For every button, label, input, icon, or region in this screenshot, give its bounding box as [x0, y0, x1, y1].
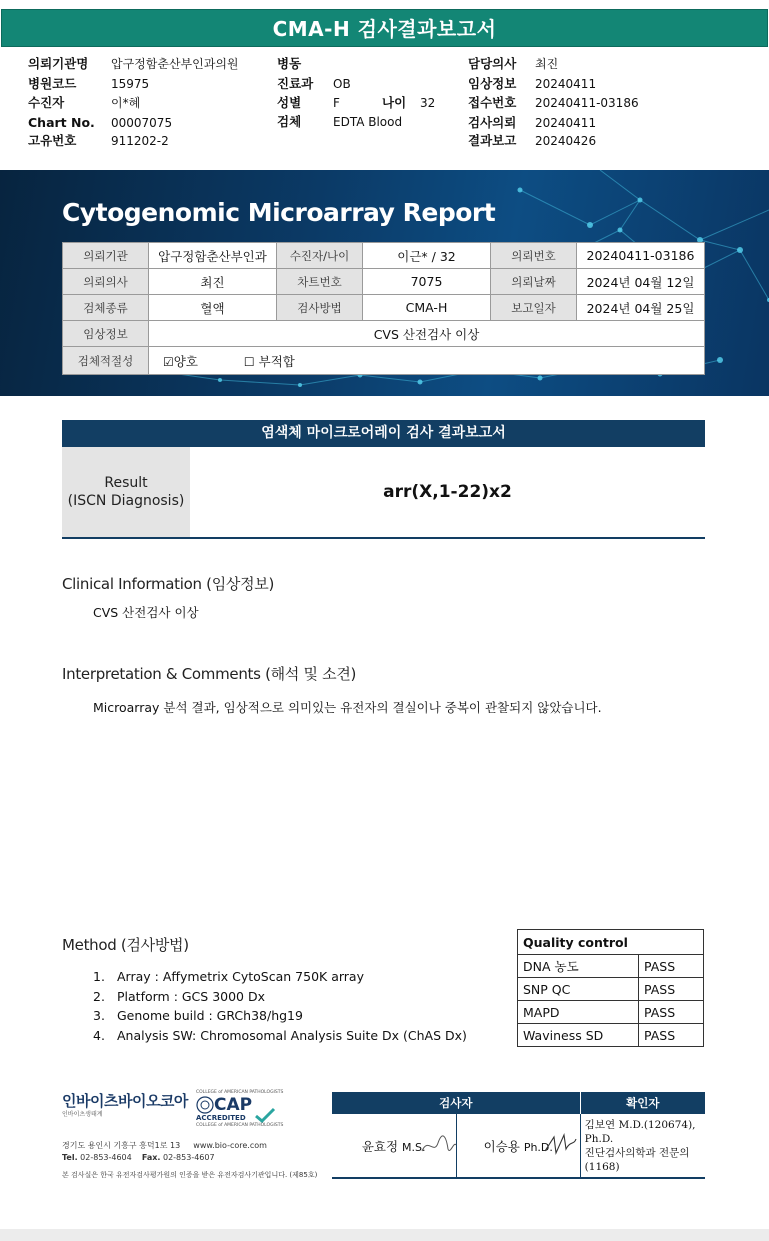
- examiner1-cell: [332, 1114, 457, 1178]
- company-logo: 인바이츠바이오코아: [62, 1092, 188, 1110]
- report-title: CMA-H 검사결과보고서: [1, 9, 768, 47]
- info-key: 의뢰기관: [63, 243, 149, 269]
- header-value: 압구정함춘산부인과의원: [111, 57, 239, 71]
- header-value: 911202-2: [111, 134, 169, 148]
- info-key: 의뢰의사: [63, 269, 149, 295]
- result-section-title: 염색체 마이크로어레이 검사 결과보고서: [62, 420, 705, 447]
- header-value: OB: [333, 77, 351, 91]
- method-item: [93, 1006, 467, 1026]
- confirmer-cell: [580, 1114, 705, 1178]
- info-row-clinical: [63, 321, 705, 347]
- header-value: 15975: [111, 77, 150, 91]
- header-value: 이*혜: [111, 96, 141, 110]
- examiner2-degree: Ph.D.: [523, 1140, 553, 1154]
- examiner1-signature: [362, 1139, 426, 1154]
- clinical-text: CVS 산전검사 이상: [93, 605, 199, 620]
- header-label: 성별: [277, 95, 302, 110]
- cap-small-text: COLLEGE of AMERICAN PATHOLOGISTS: [196, 1123, 284, 1128]
- method-heading: Method (검사방법): [62, 936, 189, 954]
- website-link[interactable]: www.bio-core.com: [193, 1141, 267, 1150]
- banner-title: Cytogenomic Microarray Report: [62, 198, 496, 227]
- confirmer-line1: 김보연 M.D.(120674), Ph.D.: [584, 1118, 696, 1145]
- qc-result: PASS: [639, 978, 704, 1001]
- certification-notice: 본 검사실은 한국 유전자검사평가원의 인증을 받은 유전자검사기관입니다. (제85호): [62, 1171, 318, 1179]
- quality-control-table: [517, 929, 704, 1047]
- company-contact: [62, 1153, 215, 1162]
- signature-table: [331, 1092, 705, 1179]
- header-value: 20240411: [535, 77, 597, 91]
- info-value: 이근* / 32: [363, 243, 491, 269]
- header-value: 최진: [535, 57, 559, 71]
- cap-small-text: COLLEGE of AMERICAN PATHOLOGISTS: [196, 1090, 284, 1095]
- result-box: [62, 447, 705, 539]
- info-value: 혈액: [149, 295, 277, 321]
- header-label: 접수번호: [468, 95, 517, 110]
- checkmark-icon: [254, 1107, 276, 1123]
- header-label: 수진자: [28, 95, 65, 110]
- age-value: 32: [420, 96, 436, 110]
- patient-info-table: [62, 242, 705, 375]
- method-item-number: 1.: [93, 969, 105, 984]
- company-logo-sub: 인바이츠생태계: [62, 1111, 103, 1118]
- info-row: [63, 295, 705, 321]
- qc-row: [518, 1001, 704, 1024]
- report-banner: [0, 170, 769, 396]
- info-key: 차트번호: [277, 269, 363, 295]
- result-label-line2: (ISCN Diagnosis): [67, 493, 185, 509]
- page-bottom-strip: [0, 1229, 769, 1241]
- cap-seal-icon: [196, 1096, 214, 1114]
- handwritten-signature-icon: [542, 1131, 578, 1157]
- info-row: [63, 269, 705, 295]
- header-label: 병원코드: [28, 76, 77, 91]
- qc-result: PASS: [639, 1024, 704, 1047]
- age-label: 나이: [382, 95, 407, 110]
- result-label-line1: Result: [104, 475, 148, 491]
- method-list: [93, 967, 467, 1045]
- cap-accredited-text: ACCREDITED: [196, 1114, 246, 1122]
- method-item: [93, 1026, 467, 1046]
- tel-label: Tel.: [62, 1153, 78, 1162]
- examiner2-cell: [456, 1114, 580, 1178]
- fax-label: Fax.: [141, 1153, 161, 1162]
- handwritten-signature-icon: [418, 1133, 458, 1157]
- qc-row: [518, 955, 704, 978]
- suitability-option-label: 부적합: [258, 353, 295, 369]
- info-key: 수진자/나이: [277, 243, 363, 269]
- qc-name: SNP QC: [518, 978, 639, 1001]
- header-value: 20240411-03186: [535, 96, 639, 110]
- header-label: Chart No.: [28, 115, 95, 130]
- method-item-text: Array : Affymetrix CytoScan 750K array: [117, 969, 364, 984]
- interpretation-heading: Interpretation & Comments (해석 및 소견): [62, 665, 357, 683]
- info-value: 압구정함춘산부인과: [149, 243, 277, 269]
- header-label: 임상정보: [468, 76, 517, 91]
- qc-row: [518, 1024, 704, 1047]
- header-value: 20240411: [535, 116, 597, 130]
- info-key: 의뢰번호: [491, 243, 577, 269]
- qc-row: [518, 978, 704, 1001]
- tel-value: 02-853-4604: [80, 1153, 132, 1162]
- examiner2-signature: [484, 1139, 553, 1154]
- iscn-result: arr(X,1-22)x2: [383, 482, 512, 502]
- header-value: 20240426: [535, 134, 597, 148]
- method-item-text: Platform : GCS 3000 Dx: [117, 988, 266, 1004]
- info-value: 20240411-03186: [577, 243, 705, 269]
- qc-result: PASS: [639, 955, 704, 978]
- method-item: [93, 987, 467, 1007]
- method-item-number: 2.: [93, 988, 105, 1004]
- info-value: 7075: [363, 269, 491, 295]
- qc-title: Quality control: [518, 930, 704, 955]
- checkbox-checked-icon[interactable]: ☑: [163, 354, 174, 369]
- method-item-text: Genome build : GRCh38/hg19: [117, 1008, 303, 1023]
- clinical-info-key: 임상정보: [63, 321, 149, 347]
- info-row-suitability: [63, 347, 705, 375]
- confirmer-header: 확인자: [580, 1092, 705, 1114]
- header-label: 검체: [277, 114, 302, 129]
- info-value: CMA-H: [363, 295, 491, 321]
- method-item-number: 4.: [93, 1027, 105, 1043]
- fax-value: 02-853-4607: [162, 1153, 215, 1162]
- info-key: 보고일자: [491, 295, 577, 321]
- qc-name: DNA 농도: [518, 955, 639, 978]
- header-label: 병동: [277, 56, 302, 71]
- examiner-header: 검사자: [332, 1092, 581, 1114]
- header-label: 검사의뢰: [468, 115, 517, 130]
- address-text: 경기도 용인시 기흥구 흥덕1로 13: [62, 1141, 181, 1150]
- suitability-option-label: 양호: [173, 353, 198, 369]
- header-value: F: [333, 96, 340, 110]
- method-item-number: 3.: [93, 1008, 105, 1023]
- result-label: [62, 447, 190, 537]
- examiner2-name: 이승용: [483, 1138, 520, 1154]
- clinical-info-value: CVS 산전검사 이상: [149, 321, 705, 347]
- header-value: 00007075: [111, 116, 173, 130]
- suitability-key: 검체적절성: [63, 347, 149, 375]
- info-key: 검사방법: [277, 295, 363, 321]
- cap-accreditation-logo: [196, 1090, 284, 1130]
- clinical-heading: Clinical Information (임상정보): [62, 575, 275, 593]
- qc-name: Waviness SD: [518, 1024, 639, 1047]
- info-value: 최진: [149, 269, 277, 295]
- header-label: 의뢰기관명: [28, 56, 89, 71]
- header-value: EDTA Blood: [333, 115, 403, 129]
- info-key: 의뢰날짜: [491, 269, 577, 295]
- cap-text: CAP: [214, 1095, 253, 1115]
- examiner1-degree: M.S.: [402, 1140, 426, 1154]
- info-row: [63, 243, 705, 269]
- header-label: 담당의사: [468, 56, 517, 71]
- info-key: 검체종류: [63, 295, 149, 321]
- suitability-options: [149, 347, 705, 375]
- checkbox-unchecked-icon[interactable]: ☐: [243, 354, 255, 369]
- method-item-text: Analysis SW: Chromosomal Analysis Suite Dx (ChAS Dx): [117, 1027, 467, 1043]
- header-label: 결과보고: [468, 133, 517, 148]
- method-item: [93, 967, 467, 987]
- examiner1-name: 윤효정: [361, 1138, 399, 1154]
- info-value: 2024년 04월 25일: [577, 295, 705, 321]
- header-label: 고유번호: [28, 133, 77, 148]
- confirmer-line2: 진단검사의학과 전문의(1168): [584, 1146, 690, 1173]
- header-label: 진료과: [277, 76, 314, 91]
- info-value: 2024년 04월 12일: [577, 269, 705, 295]
- company-address: [62, 1140, 267, 1151]
- qc-name: MAPD: [518, 1001, 639, 1024]
- qc-result: PASS: [639, 1001, 704, 1024]
- interpretation-text: Microarray 분석 결과, 임상적으로 의미있는 유전자의 결실이나 중복이 관찰되지 않았습니다.: [93, 700, 602, 715]
